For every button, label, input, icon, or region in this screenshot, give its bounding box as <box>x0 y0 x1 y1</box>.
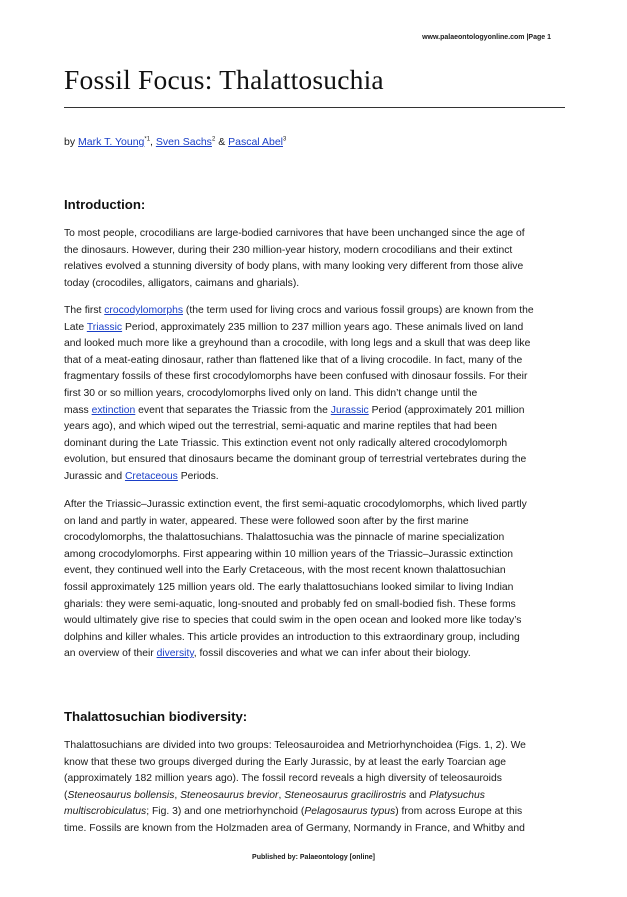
text-line: dominant during the Late Triassic. This extinction event not only radically altered crocodylomorph <box>64 437 508 449</box>
text-line: gharials: they were semi-aquatic, long-snouted and probably fed on small-bodied fish. These forms <box>64 598 516 610</box>
text-run: Period, approximately 235 million to 237 million years ago. These animals lived on land <box>122 321 524 333</box>
text-line: To most people, crocodilians are large-bodied carnivores that have been unchanged since the age of <box>64 228 525 239</box>
species-name: Steneosaurus brevior <box>180 789 279 801</box>
text-line: event, they continued well into the Early Cretaceous, with the most recent known thalattosuchian <box>64 565 506 577</box>
intro-paragraph-2 <box>64 303 565 486</box>
author-link-sven-sachs[interactable]: Sven Sachs <box>155 136 212 148</box>
byline-separator: , <box>150 136 156 148</box>
text-run: an overview of their <box>64 648 157 660</box>
text-line: the dinosaurs. However, during their 230 million-year history, modern crocodilians and their extinct <box>64 244 513 256</box>
text-run: and <box>406 789 430 801</box>
text-line: fragmentary fossils of these first crocodylomorphs have been confused with dinosaur fossils. For their <box>64 371 528 383</box>
link-crocodylomorphs[interactable]: crocodylomorphs <box>104 305 183 316</box>
text-line: years ago), and which wiped out the terrestrial, semi-aquatic and marine reptiles that had been <box>64 421 497 433</box>
text-run: Period (approximately 201 million <box>368 404 525 416</box>
text-run: The first <box>64 305 105 316</box>
link-cretaceous[interactable]: Cretaceous <box>124 470 178 482</box>
byline-separator: & <box>215 136 229 148</box>
title-divider <box>64 107 565 108</box>
author-link-mark-young[interactable]: Mark T. Young <box>78 136 145 148</box>
text-line: today (crocodiles, alligators, caimans and gharials). <box>64 277 300 289</box>
text-line <box>64 804 565 821</box>
text-line: first 30 or so million years, crocodylomorphs lived only on land. This didn’t change until the <box>64 387 478 399</box>
text-run: ; Fig. 3) and one metriorhynchoid ( <box>146 806 305 818</box>
text-line: relatives evolved a stunning diversity of body plans, with many looking very different from those alive <box>64 261 524 273</box>
page-title: Fossil Focus: Thalattosuchia <box>64 64 384 95</box>
footer-publisher: Published by: Palaeontology [online] <box>252 854 375 861</box>
text-run: mass <box>64 404 92 416</box>
text-run: event that separates the Triassic from the <box>135 404 331 416</box>
author-affiliation-1: *1 <box>144 136 151 143</box>
link-jurassic[interactable]: Jurassic <box>330 404 369 416</box>
header-url-page-number: www.palaeontologyonline.com |Page 1 <box>422 34 551 41</box>
text-line: crocodylomorphs, the thalattosuchians. Thalattosuchia was the pinnacle of marine specialization <box>64 532 505 544</box>
byline-prefix: by <box>64 136 79 148</box>
author-link-pascal-abel[interactable]: Pascal Abel <box>228 136 283 148</box>
text-run: ) from across Europe at this <box>395 806 523 818</box>
byline <box>64 136 286 148</box>
text-line: Thalattosuchians are divided into two groups: Teleosauroidea and Metriorhynchoidea (Figs. 1, 2). We <box>64 740 526 751</box>
text-line: and looked much more like a greyhound than a crocodile, with long legs and a skull that was deep like <box>64 338 531 350</box>
text-line: fossil approximately 125 million years old. The early thalattosuchians looked similar to living Indian <box>64 581 514 593</box>
text-line: evolution, but ensured that dinosaurs became the dominant group of terrestrial vertebrates during the <box>64 454 527 466</box>
link-triassic[interactable]: Triassic <box>86 321 123 333</box>
text-run: , <box>174 789 181 801</box>
text-line <box>64 469 565 486</box>
text-line: dolphins and killer whales. This article provides an introduction to this extraordinary group, including <box>64 631 520 643</box>
text-line: know that these two groups diverged during the Early Jurassic, by at least the early Toarcian age <box>64 756 506 768</box>
author-affiliation-2: 2 <box>211 136 216 143</box>
text-line: that of a meat-eating dinosaur, rather than flattened like that of a living crocodile. In fact, many of the <box>64 354 523 366</box>
intro-paragraph-1 <box>64 226 565 292</box>
biodiversity-paragraph-1 <box>64 738 565 838</box>
species-name: Pelagosaurus typus <box>304 806 396 818</box>
section-heading-introduction: Introduction: <box>64 197 146 212</box>
text-line: on land and partly in water, appeared. These were followed soon after by the first marine <box>64 515 469 527</box>
text-line: would ultimately give rise to species that could swim in the open ocean and looked more like today’s <box>64 615 522 627</box>
author-affiliation-3: 3 <box>283 136 287 143</box>
intro-paragraph-3 <box>64 497 565 663</box>
text-run: Late <box>64 321 87 333</box>
text-line <box>64 303 565 320</box>
text-run: ( <box>64 789 68 801</box>
text-line <box>64 646 565 663</box>
species-name: Platysuchus <box>429 789 485 801</box>
species-name: Steneosaurus bollensis <box>67 789 175 801</box>
section-heading-biodiversity: Thalattosuchian biodiversity: <box>64 709 248 724</box>
link-extinction[interactable]: extinction <box>91 404 136 416</box>
text-run: (the term used for living crocs and various fossil groups) are known from the <box>183 305 534 316</box>
link-diversity[interactable]: diversity <box>156 648 194 660</box>
text-line <box>64 403 565 420</box>
text-run: , fossil discoveries and what we can infer about their biology. <box>193 648 471 660</box>
text-run: Periods. <box>177 470 219 482</box>
text-line: (approximately 182 million years ago). The fossil record reveals a high diversity of teleosauroids <box>64 773 502 785</box>
species-name: Steneosaurus gracilirostris <box>284 789 407 801</box>
text-line: After the Triassic–Jurassic extinction event, the first semi-aquatic crocodylomorphs, which lived partly <box>64 499 527 510</box>
species-name: multiscrobiculatus <box>64 806 147 818</box>
text-run: Jurassic and <box>64 470 125 482</box>
text-line <box>64 788 565 805</box>
text-run: , <box>278 789 285 801</box>
text-line: among crocodylomorphs. First appearing within 10 million years of the Triassic–Jurassic extinction <box>64 548 513 560</box>
text-line <box>64 320 565 337</box>
text-line: time. Fossils are known from the Holzmaden area of Germany, Normandy in France, and Whitby and <box>64 822 525 834</box>
